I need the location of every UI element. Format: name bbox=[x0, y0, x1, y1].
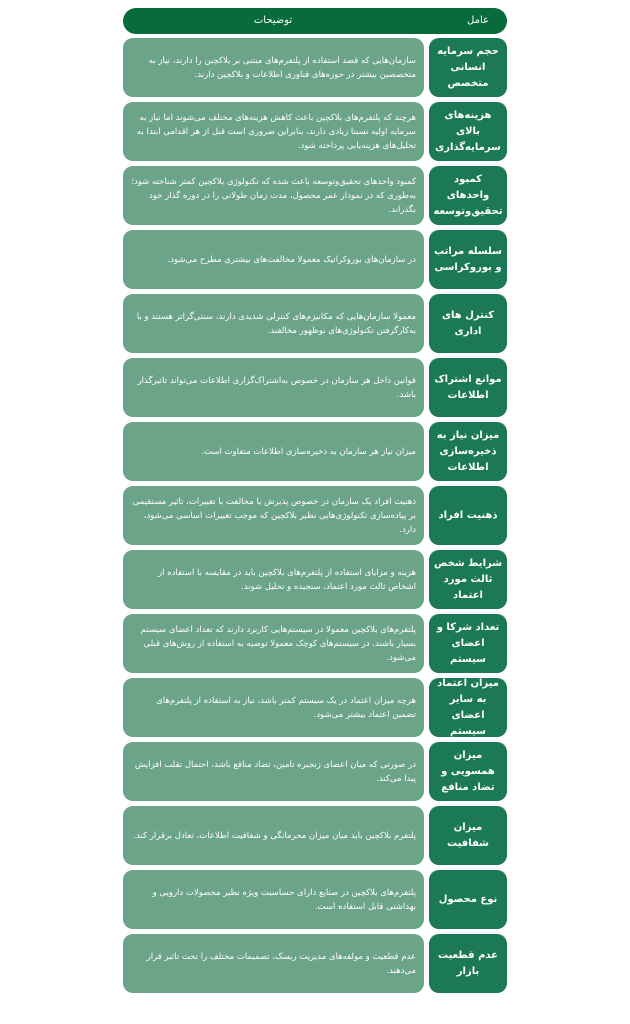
description-cell: هرچه میزان اعتماد در یک سیستم کمتر باشد، نیاز به استفاده از پلتفرم‌های تضمین اعتماد بیشتر می‌شود. bbox=[123, 678, 424, 737]
table-row bbox=[123, 230, 507, 289]
table-row bbox=[123, 614, 507, 673]
table-row bbox=[123, 934, 507, 993]
description-cell: پلتفرم بلاکچین باید میان میزان محرمانگی و شفافیت اطلاعات، تعادل برقرار کند. bbox=[123, 806, 424, 865]
factor-cell: موانع اشتراک اطلاعات bbox=[429, 358, 507, 417]
factor-cell: کمبود واحدهای تحقیق‌وتوسعه bbox=[429, 166, 507, 225]
table-header bbox=[123, 8, 507, 34]
header-factor: عامل bbox=[467, 15, 489, 26]
description-cell: در سازمان‌های بوروکراتیک معمولا مخالفت‌های بیشتری مطرح می‌شود. bbox=[123, 230, 424, 289]
factor-cell: حجم سرمایه انسانی متخصص bbox=[429, 38, 507, 97]
table-row bbox=[123, 294, 507, 353]
description-cell: هرچند که پلتفرم‌های بلاکچین باعث کاهش هزینه‌های مختلف می‌شوند اما نیاز به سرمایه اولیه نسبتا زیادی دارند، بنابراین ضروری است قبل از هر اقدامی ابتدا به تحلیل‌های هزینه‌یابی پرداخته شود. bbox=[123, 102, 424, 161]
factor-cell: سلسله مراتب و بوروکراسی bbox=[429, 230, 507, 289]
factor-cell: شرایط شخص ثالث مورد اعتماد bbox=[429, 550, 507, 609]
table-row bbox=[123, 742, 507, 801]
description-cell: در صورتی که میان اعضای زنجیره تامین، تضاد منافع باشد، احتمال تقلب افزایش پیدا می‌کند. bbox=[123, 742, 424, 801]
factors-table bbox=[123, 8, 507, 998]
factor-cell: هزینه‌های بالای سرمایه‌گذاری bbox=[429, 102, 507, 161]
factor-cell: میزان اعتماد به سایر اعضای سیستم bbox=[429, 678, 507, 737]
table-row bbox=[123, 486, 507, 545]
factor-cell: تعداد شرکا و اعضای سیستم bbox=[429, 614, 507, 673]
table-row bbox=[123, 102, 507, 161]
table-row bbox=[123, 38, 507, 97]
factor-cell: ذهنیت افراد bbox=[429, 486, 507, 545]
table-row bbox=[123, 550, 507, 609]
description-cell: قوانین داخل هر سازمان در خصوص به‌اشتراک‌گزاری اطلاعات می‌تواند تاثیرگذار باشد. bbox=[123, 358, 424, 417]
description-cell: ذهنیت افراد یک سازمان در خصوص پذیرش یا مخالفت با تغییرات، تاثیر مستقیمی بر پیاده‌سازی تکنولوژی‌هایی نظیر بلاکچین که موجب تغییرات اساسی می‌شود، دارد. bbox=[123, 486, 424, 545]
description-cell: پلتفرم‌های بلاکچین معمولا در سیستم‌هایی کاربرد دارند که تعداد اعضای سیستم بسیار باشند. در سیستم‌های کوچک معمولا توصیه به استفاده از روش‌های قبلی می‌شود. bbox=[123, 614, 424, 673]
description-cell: میزان نیاز هر سازمان به ذخیره‌سازی اطلاعات متفاوت است. bbox=[123, 422, 424, 481]
table-body bbox=[123, 38, 507, 993]
table-row bbox=[123, 678, 507, 737]
description-cell: پلتفرم‌های بلاکچین در صنایع دارای حساسیت ویژه نظیر محصولات دارویی و بهداشتی قابل استفاده است. bbox=[123, 870, 424, 929]
table-row bbox=[123, 166, 507, 225]
table-row bbox=[123, 806, 507, 865]
table-row bbox=[123, 422, 507, 481]
factor-cell: کنترل های اداری bbox=[429, 294, 507, 353]
factor-cell: عدم قطعیت بازار bbox=[429, 934, 507, 993]
description-cell: کمبود واحدهای تحقیق‌وتوسعه باعث شده که تکنولوژی بلاکچین کمتر شناخته شود؛ به‌طوری که در نمودار عمر محصول، مدت زمان طولانی را در دوره گذار خود بگذراند. bbox=[123, 166, 424, 225]
description-cell: عدم قطعیت و مولفه‌های مدیریت ریسک، تصمیمات مختلف را تحت تاثیر قرار می‌دهند. bbox=[123, 934, 424, 993]
description-cell: سازمان‌هایی که قصد استفاده از پلتفرم‌های مبتنی بر بلاکچین را دارند، نیاز به متخصصین بیشتر در حوزه‌های فناوری اطلاعات و بلاکچین دارند. bbox=[123, 38, 424, 97]
table-row bbox=[123, 870, 507, 929]
table-row bbox=[123, 358, 507, 417]
description-cell: هزینه و مزایای استفاده از پلتفرم‌های بلاکچین باید در مقایسه با استفاده از اشخاص ثالث مورد اعتماد، سنجیده و تحلیل شوند. bbox=[123, 550, 424, 609]
factor-cell: نوع محصول bbox=[429, 870, 507, 929]
factor-cell: میزان نیاز به ذخیره‌سازی اطلاعات bbox=[429, 422, 507, 481]
factor-cell: میزان همسویی و تضاد منافع bbox=[429, 742, 507, 801]
description-cell: معمولا سازمان‌هایی که مکانیزم‌های کنترلی شدیدی دارند، سنتی‌گراتر هستند و با به‌کارگرفتن تکنولوژی‌های نوظهور مخالفند. bbox=[123, 294, 424, 353]
factor-cell: میزان شفافیت bbox=[429, 806, 507, 865]
header-description: توضیحات bbox=[253, 15, 293, 26]
